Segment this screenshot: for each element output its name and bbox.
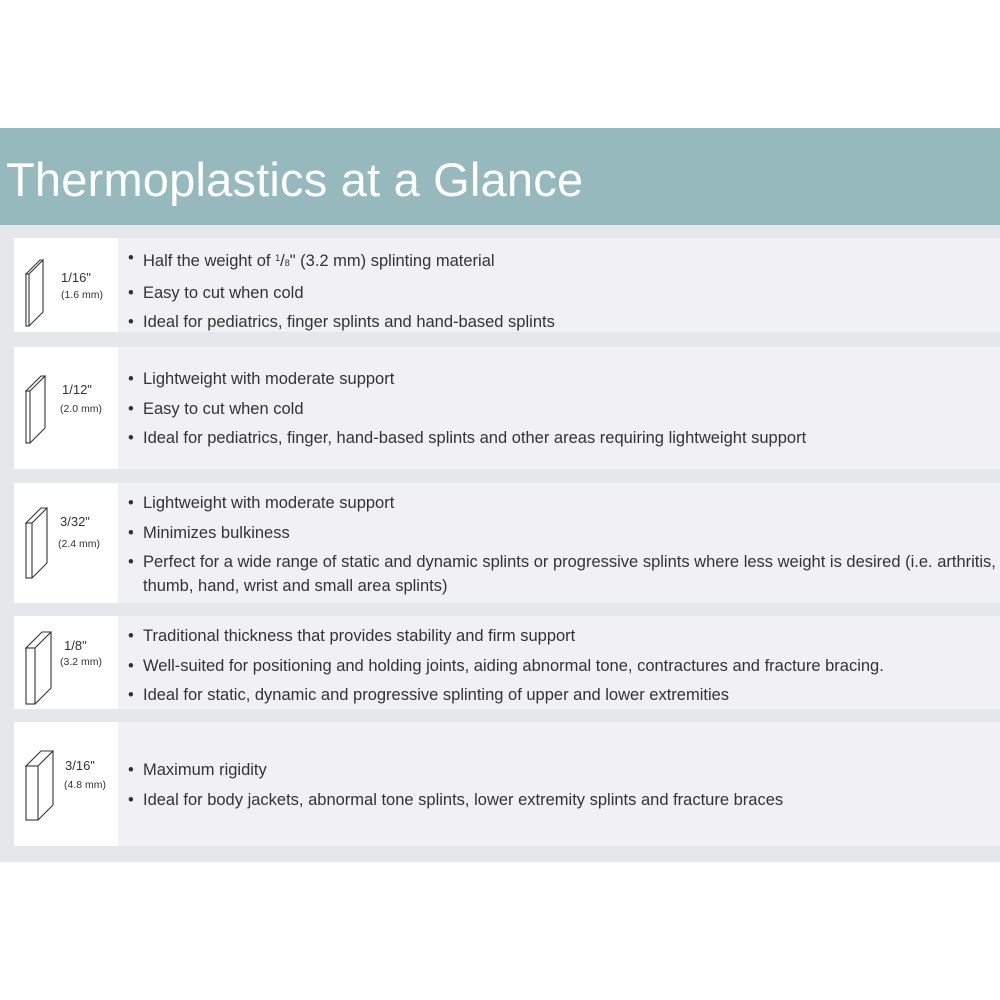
thickness-inch-label: 1/12" xyxy=(62,382,92,397)
thickness-inch-label: 1/16" xyxy=(61,270,91,285)
thickness-row-3-16 xyxy=(14,722,1000,846)
page-title: Thermoplastics at a Glance xyxy=(6,153,584,206)
list-item: • Perfect for a wide range of static and dynamic splints or progressive splints where less weight is desired (i.e. arthritis, thumb, hand, wrist and small area splints) xyxy=(126,550,996,598)
thickness-thumbnail xyxy=(14,238,118,332)
thin-sheet-icon xyxy=(14,238,118,332)
list-item: • Well-suited for positioning and holding joints, aiding abnormal tone, contractures and fracture bracing. xyxy=(126,654,996,678)
thickness-row-3-32 xyxy=(14,483,1000,603)
feature-list xyxy=(126,491,996,604)
thickness-row-1-12 xyxy=(14,347,1000,469)
feature-list xyxy=(126,367,996,456)
list-item: • Ideal for body jackets, abnormal tone splints, lower extremity splints and fracture braces xyxy=(126,788,996,812)
thickness-thumbnail xyxy=(14,616,118,709)
thickness-mm-label: (3.2 mm) xyxy=(60,656,102,668)
thickness-mm-label: (2.4 mm) xyxy=(58,538,100,550)
feature-list xyxy=(126,624,996,713)
feature-list xyxy=(126,758,996,817)
thickness-mm-label: (1.6 mm) xyxy=(61,289,103,301)
thickness-row-1-16 xyxy=(14,238,1000,332)
list-item: • Minimizes bulkiness xyxy=(126,521,996,545)
thickness-thumbnail xyxy=(14,483,118,603)
thickness-thumbnail xyxy=(14,722,118,846)
list-item: • Lightweight with moderate support xyxy=(126,491,996,515)
list-item: • Traditional thickness that provides stability and firm support xyxy=(126,624,996,648)
list-item: • Easy to cut when cold xyxy=(126,281,996,305)
thickness-thumbnail xyxy=(14,347,118,469)
title-banner xyxy=(0,128,1000,225)
list-item: • Ideal for pediatrics, finger splints and hand-based splints xyxy=(126,310,996,334)
thermoplastics-panel xyxy=(0,128,1000,862)
thickness-row-1-8 xyxy=(14,616,1000,709)
thickness-mm-label: (4.8 mm) xyxy=(64,779,106,791)
list-item: • Lightweight with moderate support xyxy=(126,367,996,391)
list-item: • Ideal for pediatrics, finger, hand-based splints and other areas requiring lightweight support xyxy=(126,426,996,450)
list-item: • Maximum rigidity xyxy=(126,758,996,782)
list-item: • Ideal for static, dynamic and progressive splinting of upper and lower extremities xyxy=(126,683,996,707)
thickness-inch-label: 3/16" xyxy=(65,758,95,773)
thickness-inch-label: 1/8" xyxy=(64,638,87,653)
thickness-inch-label: 3/32" xyxy=(60,514,90,529)
feature-list xyxy=(126,246,996,340)
list-item: • Easy to cut when cold xyxy=(126,397,996,421)
thickness-mm-label: (2.0 mm) xyxy=(60,403,102,415)
list-item: • Half the weight of $^1$/8" (3.2 mm) splinting material xyxy=(126,246,996,275)
